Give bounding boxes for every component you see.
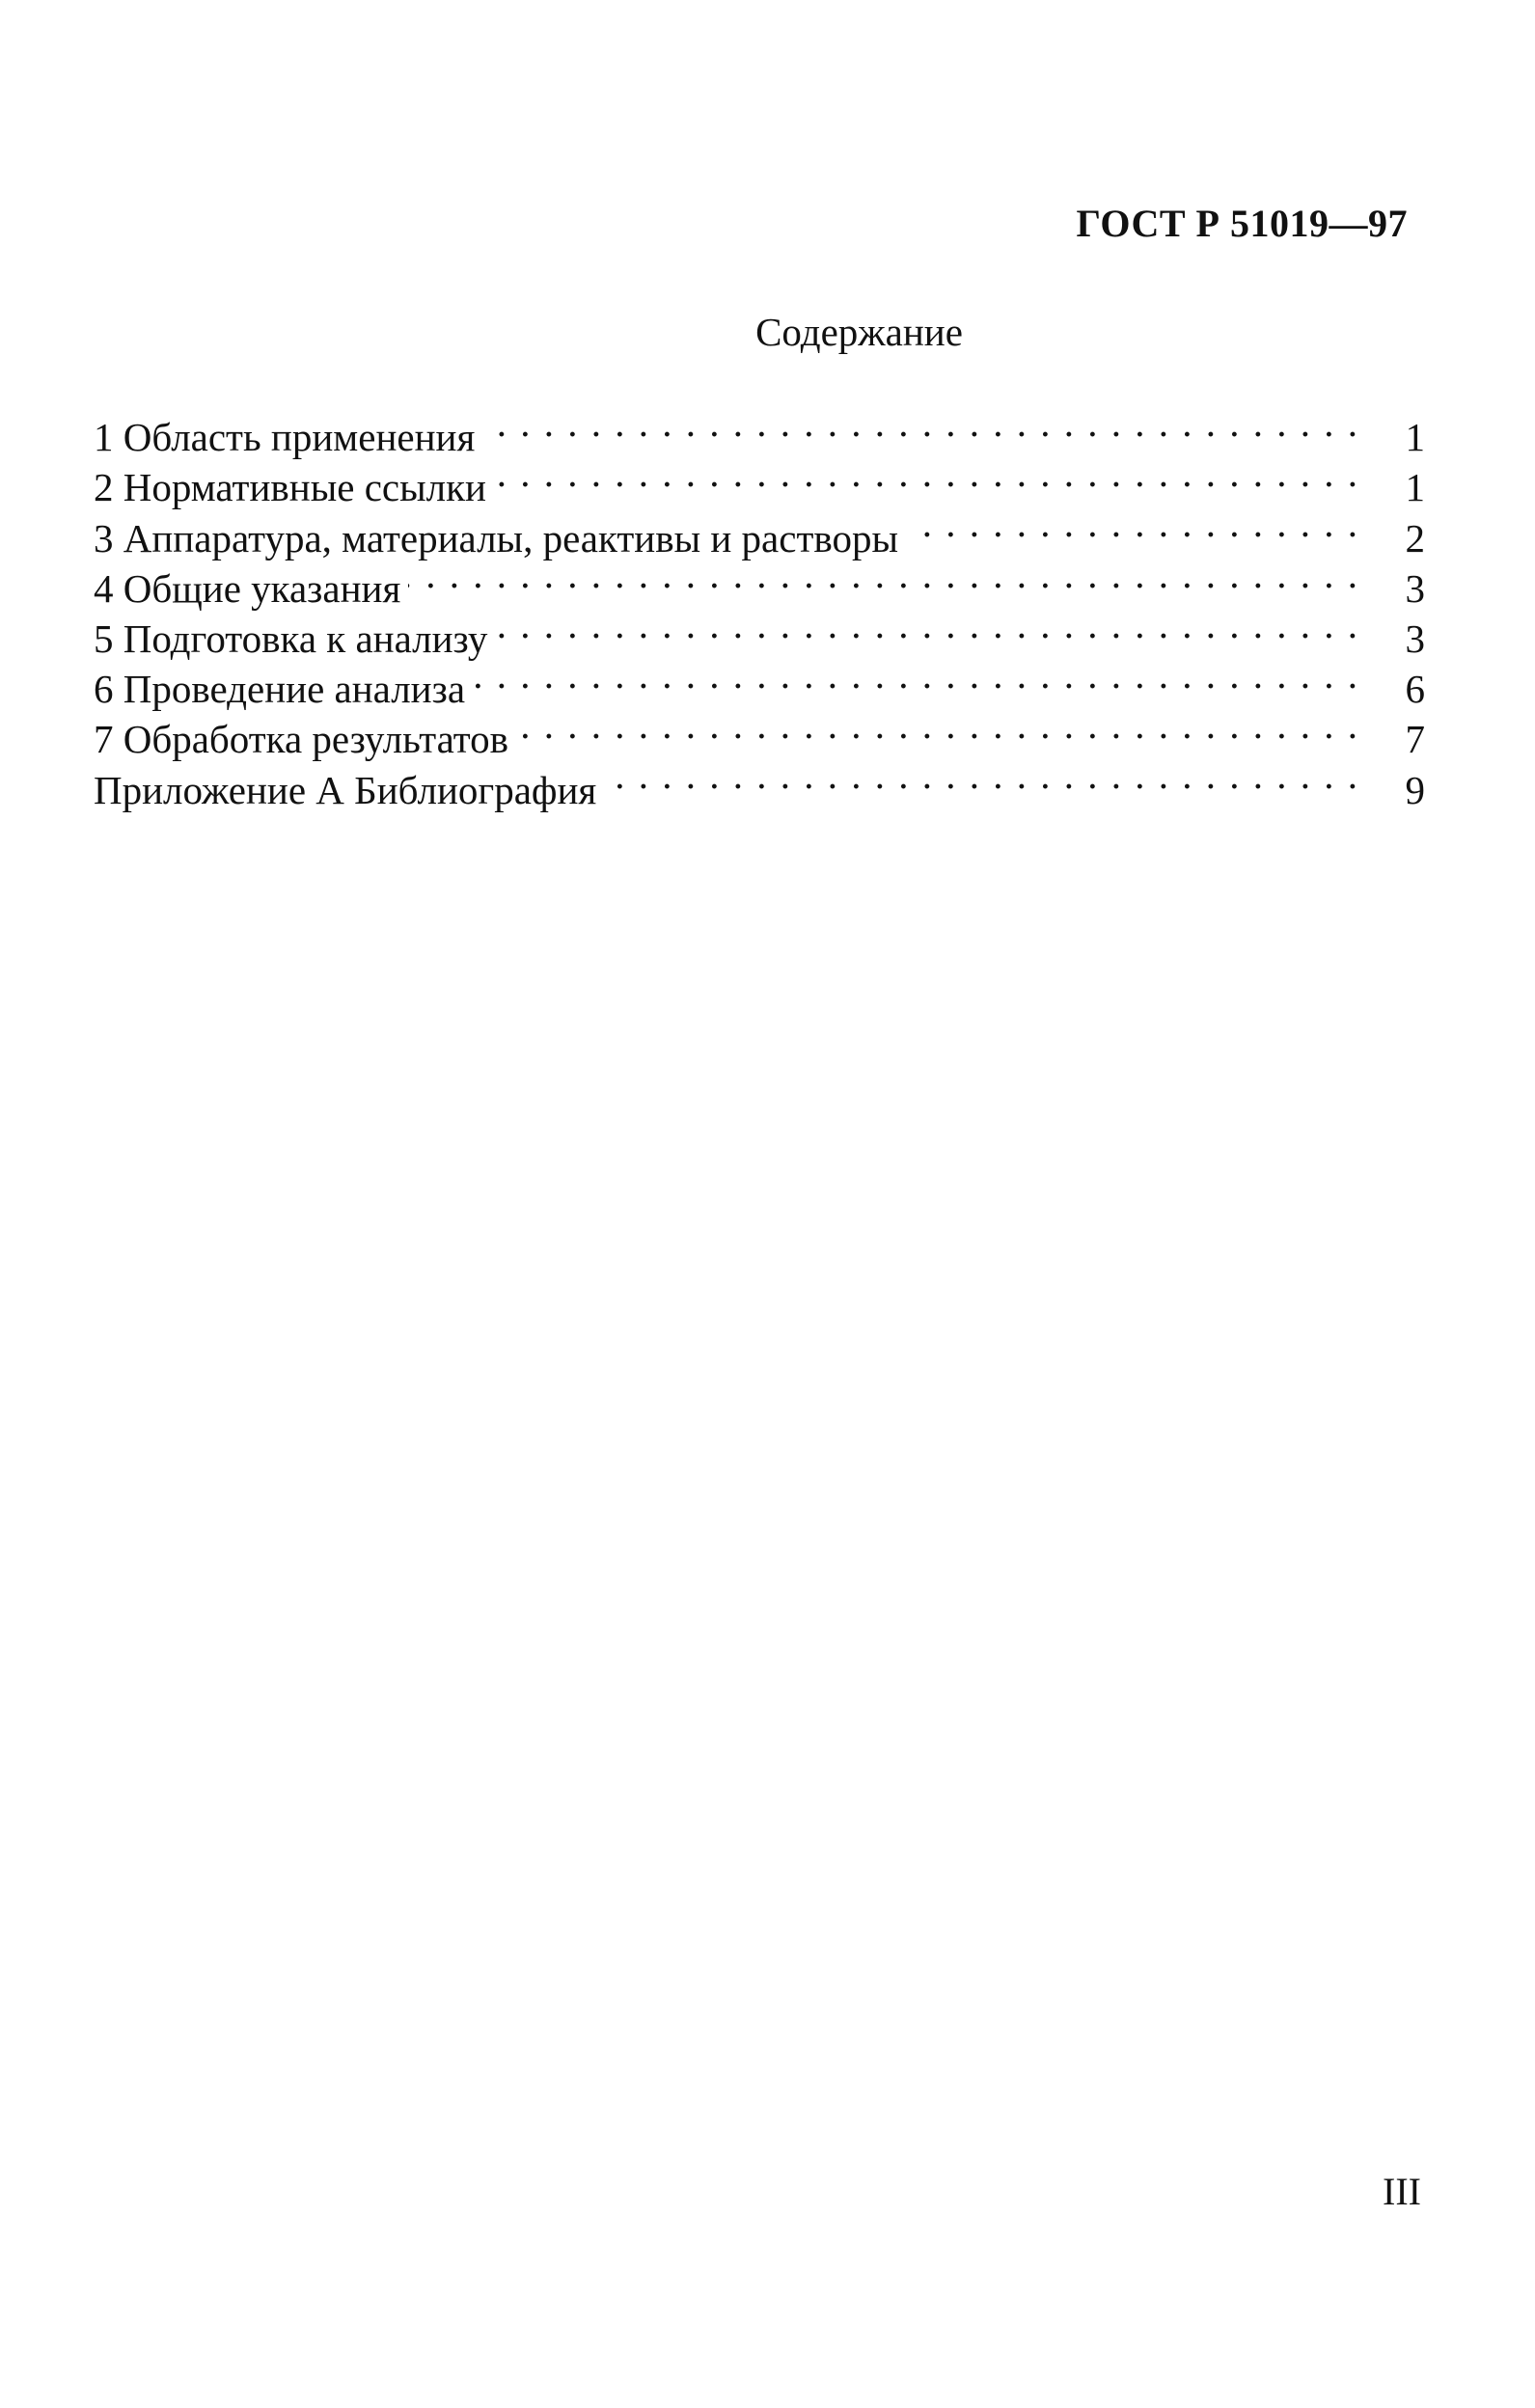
dot-leader <box>495 601 1359 652</box>
dot-leader <box>604 752 1359 803</box>
document-code: ГОСТ Р 51019—97 <box>1076 202 1408 245</box>
dot-leader <box>408 551 1359 602</box>
toc-item-page: 1 <box>1405 465 1425 510</box>
toc-item-page: 2 <box>1405 515 1425 561</box>
toc-item-page: 6 <box>1405 667 1425 712</box>
toc-item-page: 9 <box>1405 767 1425 812</box>
toc-item-page: 1 <box>1405 415 1425 460</box>
dot-leader <box>494 450 1359 501</box>
toc-item-label: 3 Аппаратура, материалы, реактивы и растворы <box>94 515 898 561</box>
toc-item-label: 1 Область применения <box>94 415 476 460</box>
toc-item-label: 4 Общие указания <box>94 565 401 611</box>
toc-item-page: 3 <box>1405 616 1425 662</box>
toc-item-label: 5 Подготовка к анализу <box>94 616 488 662</box>
toc-item-label: 6 Проведение анализа <box>94 667 466 712</box>
toc-item-label: Приложение А Библиография <box>94 767 597 812</box>
table-of-contents <box>94 399 1425 812</box>
dot-leader <box>473 651 1359 702</box>
toc-item-1 <box>94 399 1425 460</box>
toc-item-label: 2 Нормативные ссылки <box>94 465 486 510</box>
page-number: III <box>1383 2170 1421 2213</box>
dot-leader <box>482 399 1359 451</box>
toc-title: Содержание <box>755 310 963 354</box>
dot-leader <box>906 500 1359 551</box>
toc-item-page: 7 <box>1405 717 1425 762</box>
toc-item-label: 7 Обработка результатов <box>94 717 509 762</box>
dot-leader <box>516 701 1359 752</box>
toc-item-page: 3 <box>1405 565 1425 611</box>
